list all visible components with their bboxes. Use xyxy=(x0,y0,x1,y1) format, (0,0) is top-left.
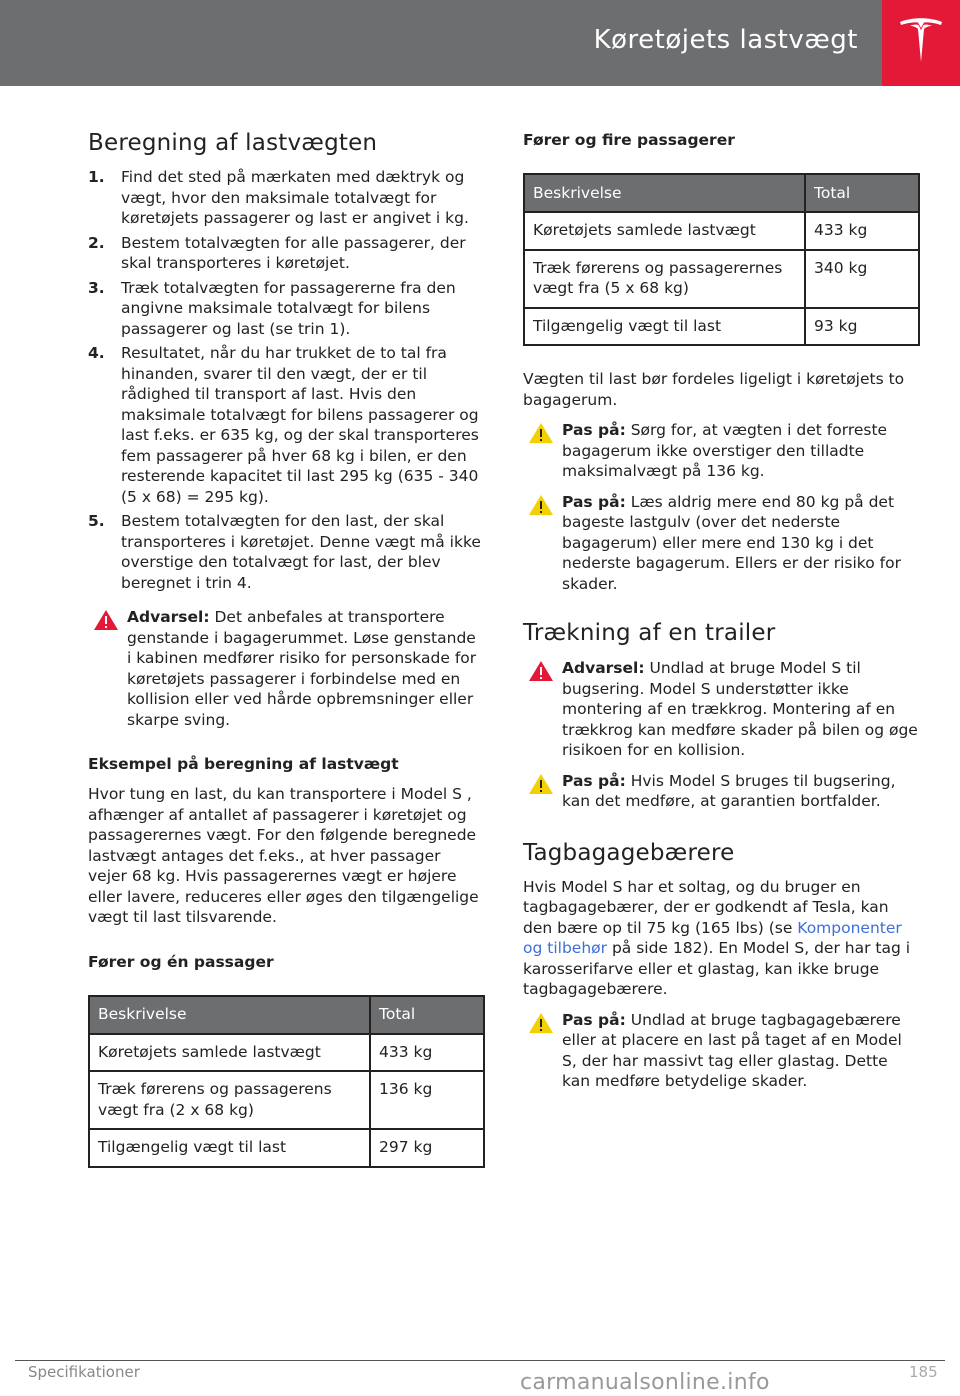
table-cell: Træk førerens og passagerens vægt fra (2 x 68 kg) xyxy=(89,1071,370,1129)
warning-text: Det anbefales at transportere genstande i bagagerummet. Løse genstande i kabinen medfører risiko for personskade for køretøjets passagerer i forbindelse med en kollision eller ved hårde opbremsninger eller skarpe sving. xyxy=(127,608,477,729)
step-number: 4. xyxy=(88,344,105,362)
table-header-row xyxy=(524,174,919,212)
table-cell: Træk førerens og passagerernes vægt fra (5 x 68 kg) xyxy=(524,250,805,308)
step-item xyxy=(88,511,483,593)
example-text: Hvor tung en last, du kan transportere i Model S , afhænger af antallet af passagerer i køretøjet og passagerernes vægt. For den følgende beregnede lastvægt antages det f.eks., at hver passager vejer 68 kg. Hvis passagerernes vægt er højere eller lavere, reduceres eller øges den tilgængelige vægt til last tilsvarende. xyxy=(88,785,479,926)
steps-list xyxy=(88,167,483,593)
warning-text: Undlad at bruge Model S til bugsering. Model S understøtter ikke montering af en trækkrog. Montering af en trækkrog kan medføre skader på bilen og øge risikoen for en kollision. xyxy=(562,659,918,759)
tesla-logo xyxy=(882,0,960,86)
caution-text: Læs aldrig mere end 80 kg på det bageste lastgulv (over det nederste bagagerum) eller mere end 130 kg i det nederste bagagerum. Ellers er der risiko for skader. xyxy=(562,492,901,593)
step-number: 2. xyxy=(88,233,105,252)
load-table-four-passengers xyxy=(523,173,920,346)
warning-note xyxy=(88,607,483,730)
caution-note xyxy=(523,420,918,482)
footer-section: Specifikationer xyxy=(28,1363,140,1381)
caution-label: Pas på: xyxy=(562,492,626,511)
caution-note xyxy=(523,492,918,595)
caution-label: Pas på: xyxy=(562,771,626,790)
calc-heading: Beregning af lastvægten xyxy=(88,130,378,156)
caution-text: Sørg for, at vægten i det forreste bagagerum ikke overstiger den tilladte maksimalvægt på 136 kg. xyxy=(562,421,888,480)
table-cell: 93 kg xyxy=(805,308,919,346)
table-row xyxy=(524,250,919,308)
table-cell: Køretøjets samlede lastvægt xyxy=(89,1034,370,1072)
table-cell: 297 kg xyxy=(370,1129,484,1167)
roof-rack-text xyxy=(523,877,918,1000)
roof-rack-heading: Tagbagagebærere xyxy=(523,839,735,866)
caution-note xyxy=(523,771,918,812)
table-header-description: Beskrivelse xyxy=(524,174,805,212)
caution-triangle-icon xyxy=(528,773,554,795)
page-title: Køretøjets lastvægt xyxy=(593,25,858,55)
caution-label: Pas på: xyxy=(562,1010,626,1029)
table-row xyxy=(524,212,919,250)
step-text: Resultatet, når du har trukket de to tal fra hinanden, svarer til den vægt, der er til rådighed til transport af last. Hvis den maksimale totalvægt for bilens passagerer og last f.eks. er 635 kg, og der skal transporteres fem passagerer på hver 68 kg i bilen, er den resterende kapacitet til last 295 kg (635 - 340 (5 x 68) = 295 kg). xyxy=(121,344,479,506)
warning-label: Advarsel: xyxy=(562,659,645,677)
table-header-description: Beskrivelse xyxy=(89,996,370,1034)
caution-label: Pas på: xyxy=(562,421,626,439)
example-heading: Eksempel på beregning af lastvægt xyxy=(88,755,399,773)
table-cell: 433 kg xyxy=(370,1034,484,1072)
page-number: 185 xyxy=(909,1363,938,1381)
step-item xyxy=(88,278,483,340)
step-number: 1. xyxy=(88,168,105,186)
page-header xyxy=(0,0,960,86)
warning-triangle-icon xyxy=(528,660,554,682)
table1-heading: Fører og én passager xyxy=(88,952,274,971)
table-cell: 433 kg xyxy=(805,212,919,250)
warning-label: Advarsel: xyxy=(127,608,210,626)
step-text: Bestem totalvægten for den last, der skal transporteres i køretøjet. Denne vægt må ikke overstige den totalvægt for last, der blev beregnet i trin 4. xyxy=(121,512,481,592)
caution-text: Undlad at bruge tagbagagebærere eller at placere en last på taget af en Model S, der har massivt tag eller glastag. Dette kan medføre betydelige skader. xyxy=(562,1010,902,1090)
step-text: Træk totalvægten for passagererne fra den angivne maksimale totalvægt for bilens passagerer og last (se trin 1). xyxy=(121,278,456,338)
roof-text-before: Hvis Model S har et soltag, og du bruger en tagbagagebærer, der er godkendt af Tesla, kan den bære op til 75 kg (165 lbs) (se xyxy=(523,877,889,937)
table-row xyxy=(524,308,919,346)
components-accessories-link[interactable]: Komponenter og tilbehør xyxy=(523,918,902,957)
table-header-total: Total xyxy=(370,996,484,1034)
table-row xyxy=(89,1034,484,1072)
table-cell: Tilgængelig vægt til last xyxy=(89,1129,370,1167)
warning-triangle-icon xyxy=(93,609,119,631)
step-text: Find det sted på mærkaten med dæktryk og vægt, hvor den maksimale totalvægt for køretøjets passagerer og last er angivet i kg. xyxy=(121,168,469,227)
table-row xyxy=(89,1129,484,1167)
step-number: 5. xyxy=(88,512,105,530)
caution-triangle-icon xyxy=(528,1012,554,1034)
roof-text-after: på side 182). En Model S, der har tag i karosserifarve eller et glastag, kan ikke bruge tagbagagebærere. xyxy=(523,939,911,998)
step-number: 3. xyxy=(88,278,105,297)
table2-heading: Fører og fire passagerer xyxy=(523,131,735,149)
distribution-text: Vægten til last bør fordeles ligeligt i køretøjets to bagagerum. xyxy=(523,370,905,409)
tesla-logo-icon xyxy=(897,14,945,70)
step-item xyxy=(88,233,483,274)
left-column xyxy=(88,128,483,1168)
right-column xyxy=(523,130,918,1092)
load-table-one-passenger xyxy=(88,995,485,1168)
caution-triangle-icon xyxy=(528,422,554,444)
table-cell: Køretøjets samlede lastvægt xyxy=(524,212,805,250)
table-row xyxy=(89,1071,484,1129)
footer-divider xyxy=(15,1360,945,1361)
table-cell: Tilgængelig vægt til last xyxy=(524,308,805,346)
caution-text: Hvis Model S bruges til bugsering, kan det medføre, at garantien bortfalder. xyxy=(562,771,896,810)
table-cell: 340 kg xyxy=(805,250,919,308)
step-item xyxy=(88,343,483,507)
step-item xyxy=(88,167,483,229)
trailer-heading: Trækning af en trailer xyxy=(523,620,776,646)
table-cell: 136 kg xyxy=(370,1071,484,1129)
warning-note xyxy=(523,658,918,761)
watermark: carmanualsonline.info xyxy=(520,1370,770,1395)
table-header-total: Total xyxy=(805,174,919,212)
caution-note xyxy=(523,1010,918,1092)
caution-triangle-icon xyxy=(528,494,554,516)
step-text: Bestem totalvægten for alle passagerer, der skal transporteres i køretøjet. xyxy=(121,233,466,272)
table-header-row xyxy=(89,996,484,1034)
